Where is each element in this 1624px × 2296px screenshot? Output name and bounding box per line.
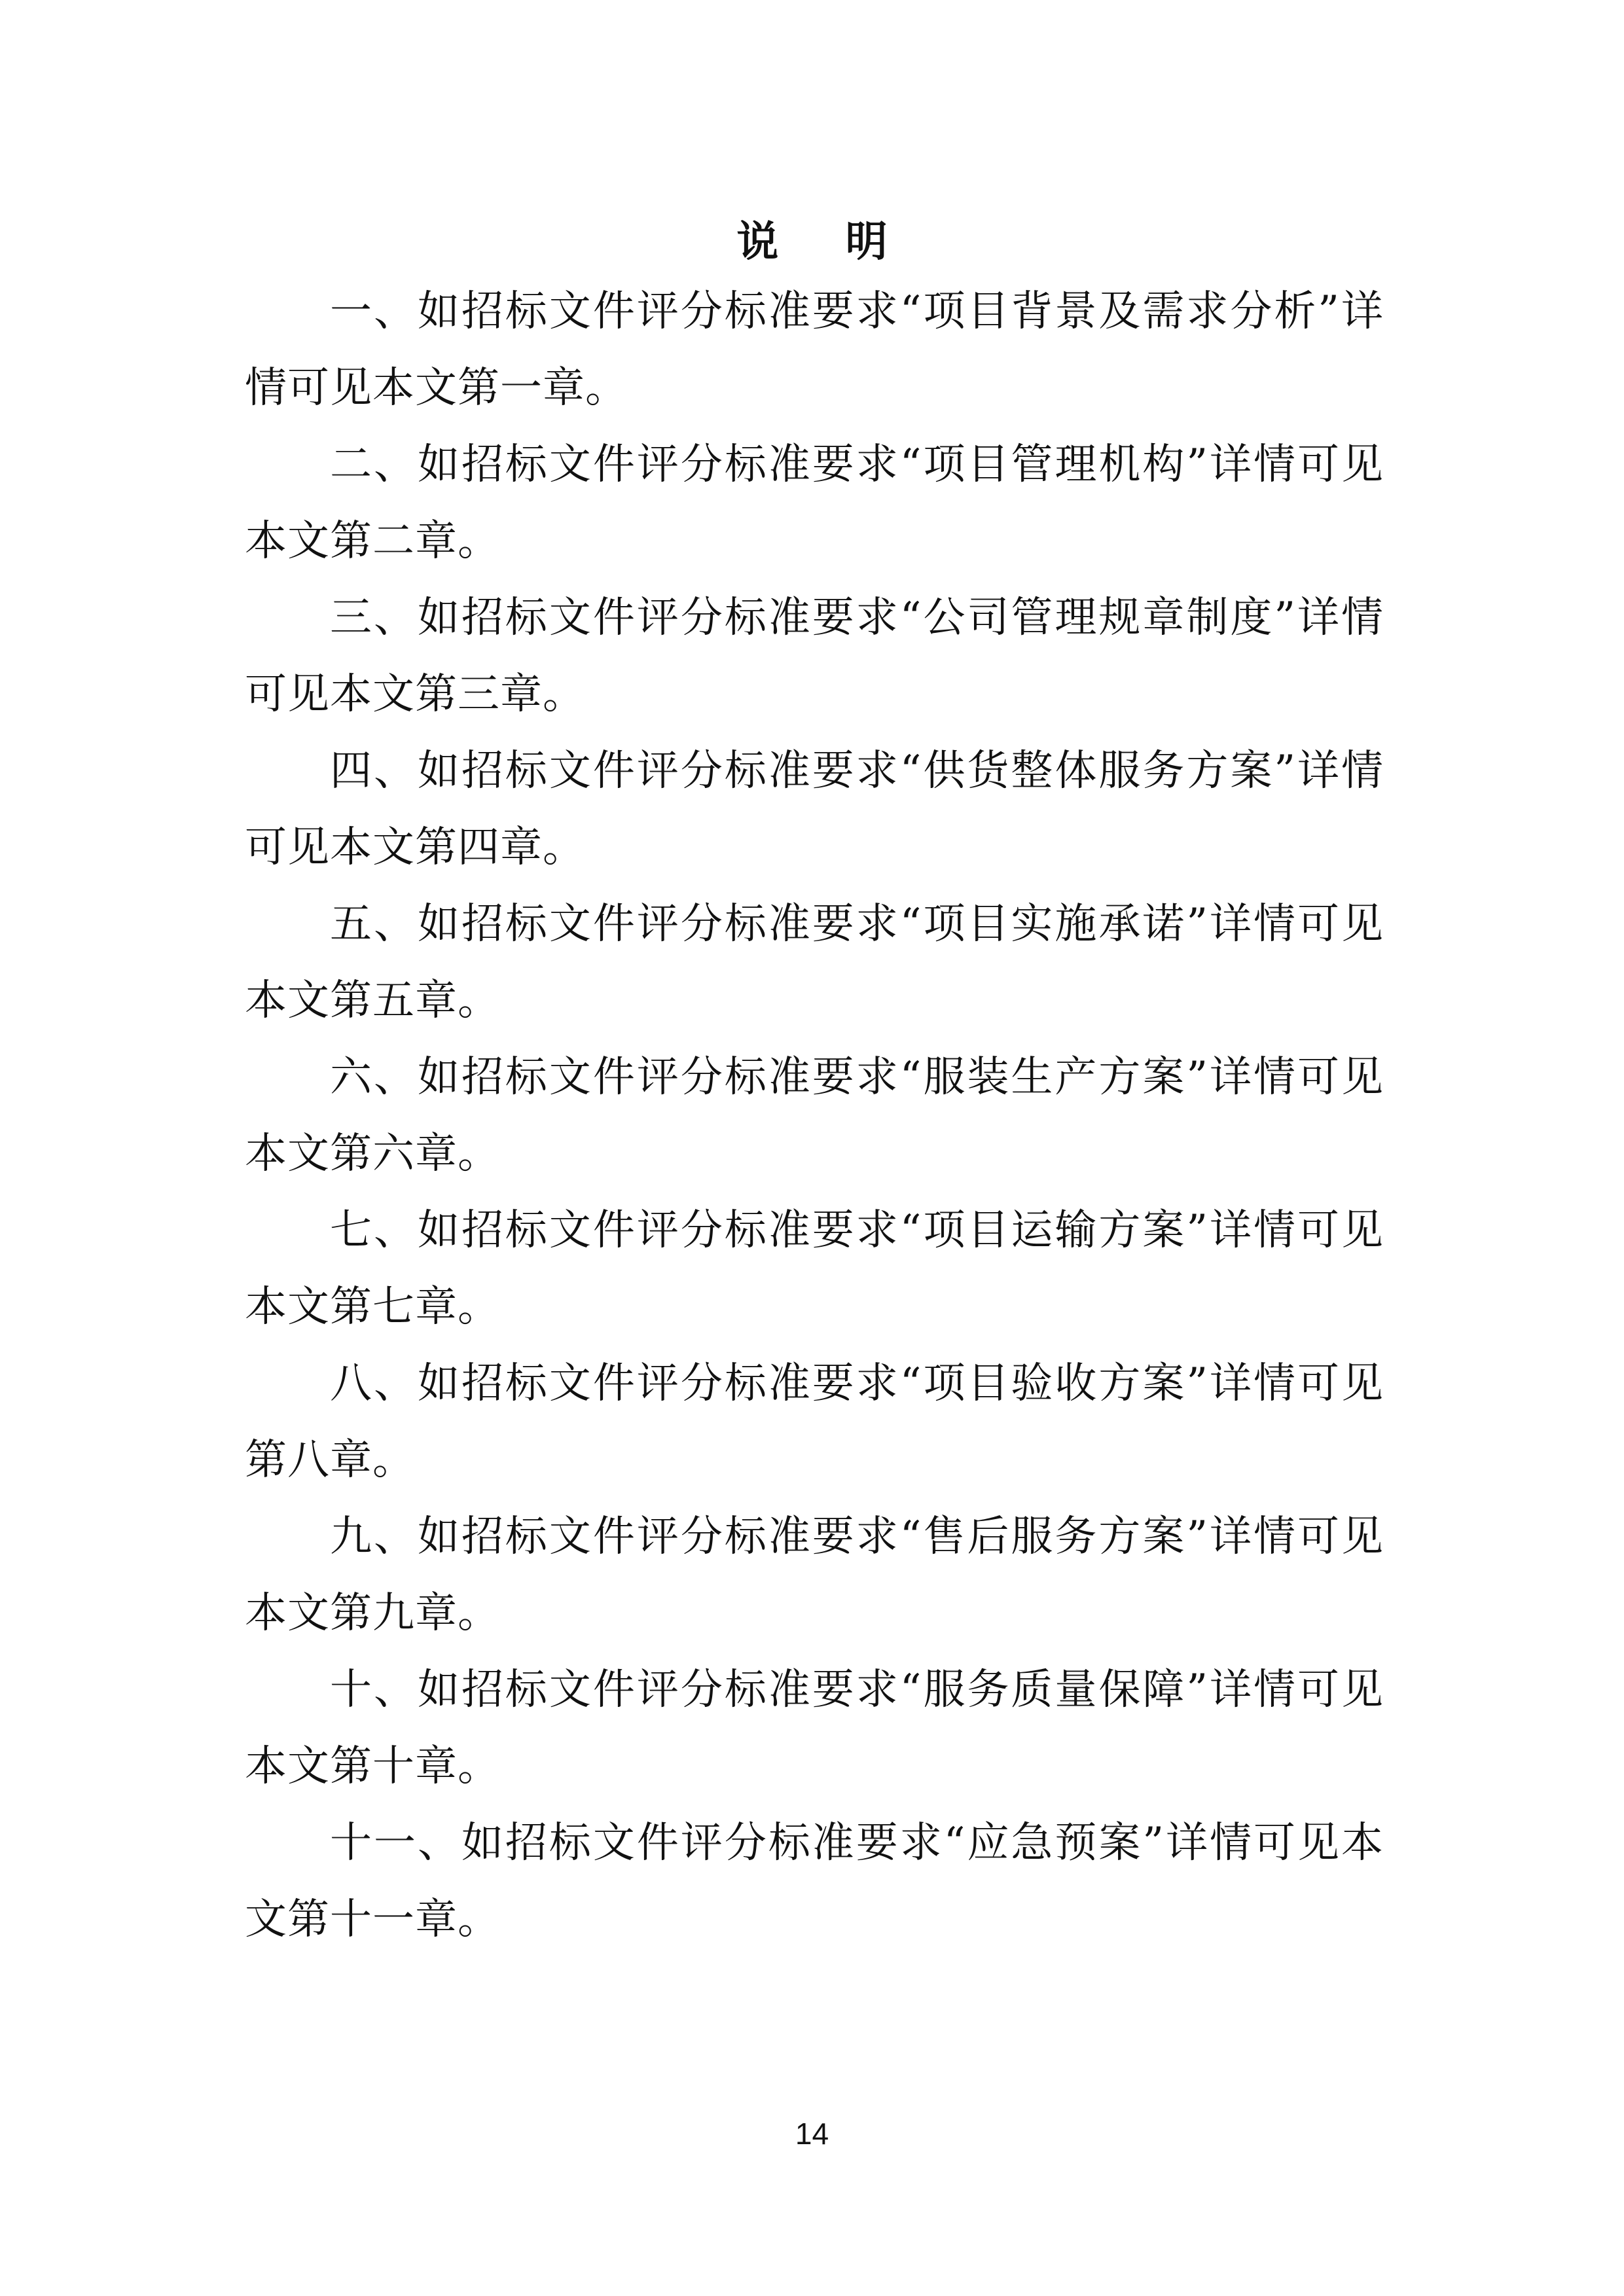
paragraph-7: 七、如招标文件评分标准要求“项目运输方案”详情可见本文第七章。 <box>245 1206 1384 1331</box>
page-title: 说 明 <box>736 217 914 266</box>
paragraph-1: 一、如招标文件评分标准要求“项目背景及需求分析”详情可见本文第一章。 <box>245 287 1384 412</box>
paragraph-10: 十、如招标文件评分标准要求“服务质量保障”详情可见本文第十章。 <box>245 1666 1384 1791</box>
paragraph-2: 二、如招标文件评分标准要求“项目管理机构”详情可见本文第二章。 <box>245 440 1384 565</box>
paragraph-6: 六、如招标文件评分标准要求“服装生产方案”详情可见本文第六章。 <box>245 1053 1384 1178</box>
page-number: 14 <box>795 2117 829 2151</box>
paragraph-8: 八、如招标文件评分标准要求“项目验收方案”详情可见第八章。 <box>245 1359 1384 1484</box>
paragraph-9: 九、如招标文件评分标准要求“售后服务方案”详情可见本文第九章。 <box>245 1513 1384 1638</box>
paragraph-5: 五、如招标文件评分标准要求“项目实施承诺”详情可见本文第五章。 <box>245 900 1384 1025</box>
paragraph-3: 三、如招标文件评分标准要求“公司管理规章制度”详情可见本文第三章。 <box>245 594 1384 719</box>
paragraph-4: 四、如招标文件评分标准要求“供货整体服务方案”详情可见本文第四章。 <box>245 747 1384 872</box>
paragraph-11: 十一、如招标文件评分标准要求“应急预案”详情可见本文第十一章。 <box>245 1819 1384 1944</box>
body-text <box>245 274 1384 1958</box>
